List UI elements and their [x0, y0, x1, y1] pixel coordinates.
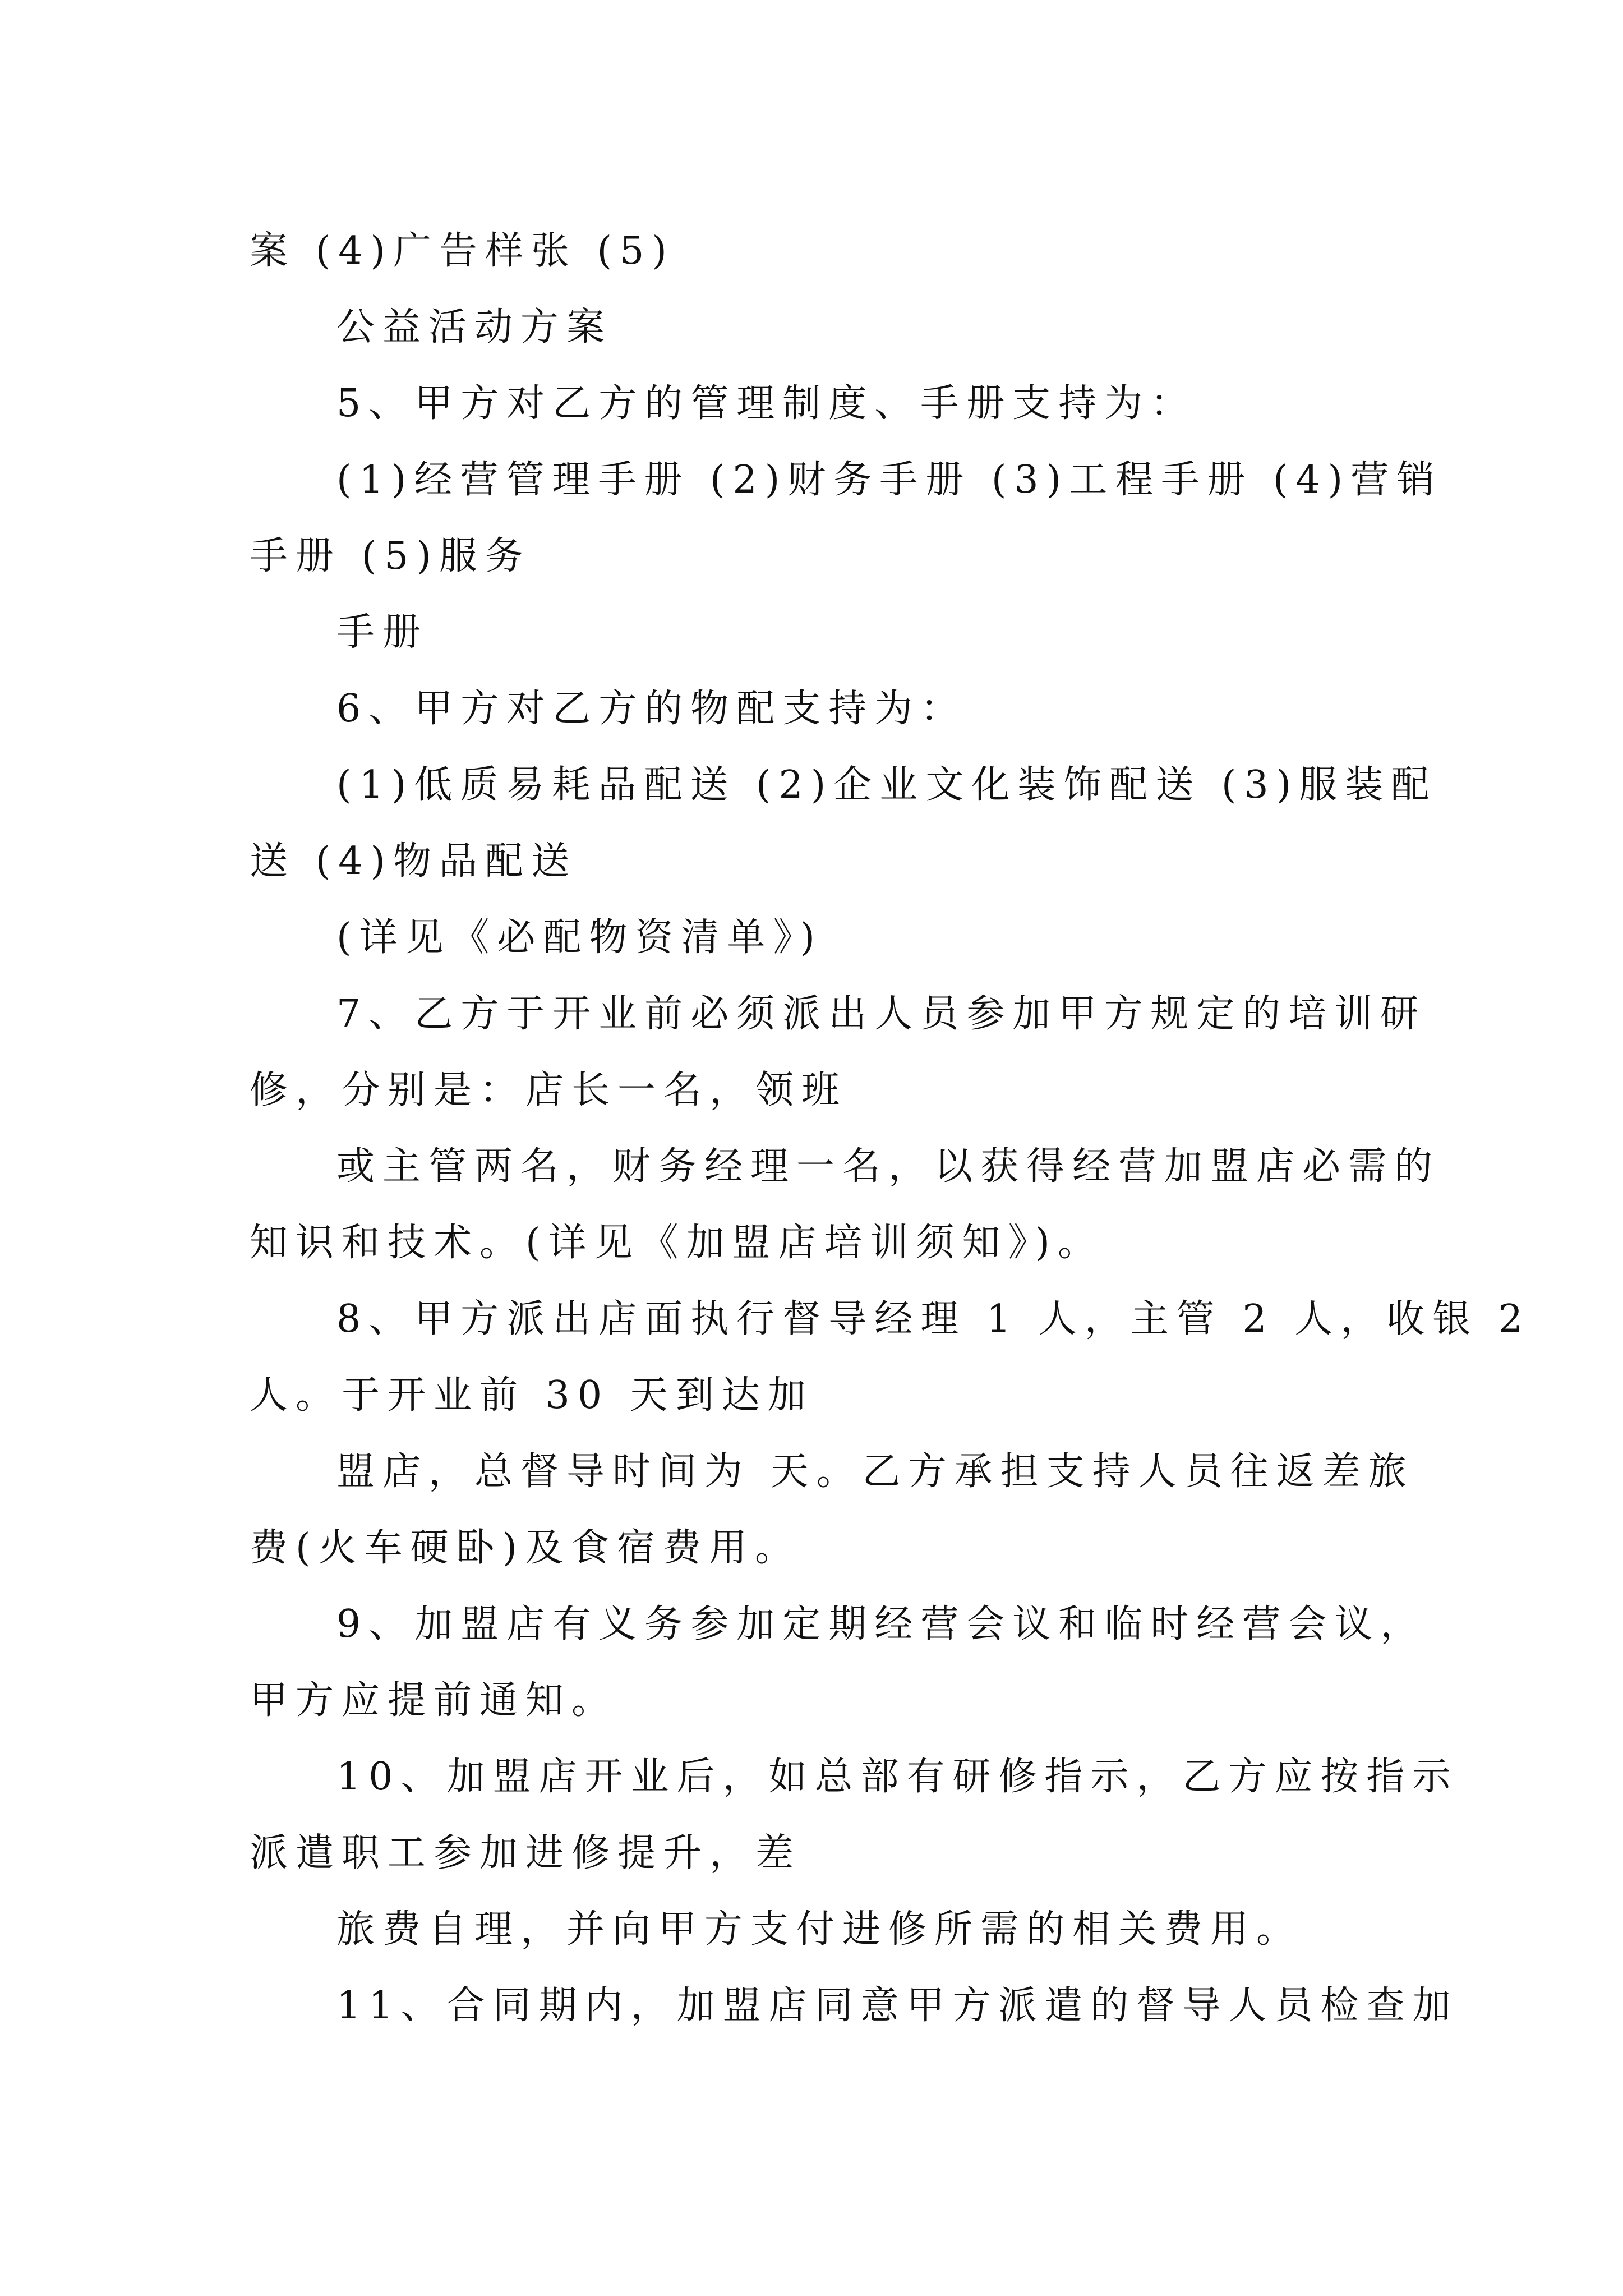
text-line: 公益活动方案 [336, 305, 613, 349]
text-line: 手册 (5)服务 [250, 534, 531, 578]
document-body [250, 213, 1531, 2044]
text-line: 修，分别是：店长一名，领班 [250, 1068, 848, 1112]
text-line: 知识和技术。(详见《加盟店培训须知》)。 [250, 1221, 1104, 1265]
text-line: 9、加盟店有义务参加定期经营会议和临时经营会议， [336, 1602, 1427, 1646]
text-line: 或主管两名，财务经理一名，以获得经营加盟店必需的 [336, 1144, 1441, 1189]
text-line: 费(火车硬卧)及食宿费用。 [250, 1526, 801, 1570]
text-line: 手册 [336, 610, 429, 655]
text-line: (1)经营管理手册 (2)财务手册 (3)工程手册 (4)营销 [336, 458, 1443, 502]
text-line: 8、甲方派出店面执行督导经理 1 人，主管 2 人，收银 2 [336, 1297, 1531, 1341]
text-line: 盟店，总督导时间为 天。乙方承担支持人员往返差旅 [336, 1450, 1414, 1494]
text-line: 10、加盟店开业后，如总部有研修指示，乙方应按指示 [336, 1755, 1459, 1799]
text-line: (1)低质易耗品配送 (2)企业文化装饰配送 (3)服装配 [336, 763, 1437, 807]
text-line: (详见《必配物资清单》) [336, 915, 823, 960]
text-line: 7、乙方于开业前必须派出人员参加甲方规定的培训研 [336, 992, 1427, 1036]
text-line: 送 (4)物品配送 [250, 839, 577, 884]
text-line: 6、甲方对乙方的物配支持为： [336, 687, 967, 731]
text-line: 11、合同期内，加盟店同意甲方派遣的督导人员检查加 [336, 1984, 1459, 2028]
text-line: 旅费自理，并向甲方支付进修所需的相关费用。 [336, 1907, 1303, 1952]
text-line: 甲方应提前通知。 [250, 1678, 618, 1723]
text-line: 5、甲方对乙方的管理制度、手册支持为： [336, 381, 1197, 426]
text-line: 人。于开业前 30 天到达加 [250, 1373, 814, 1418]
text-line: 派遣职工参加进修提升，差 [250, 1831, 802, 1875]
text-line: 案 (4)广告样张 (5) [250, 229, 675, 273]
